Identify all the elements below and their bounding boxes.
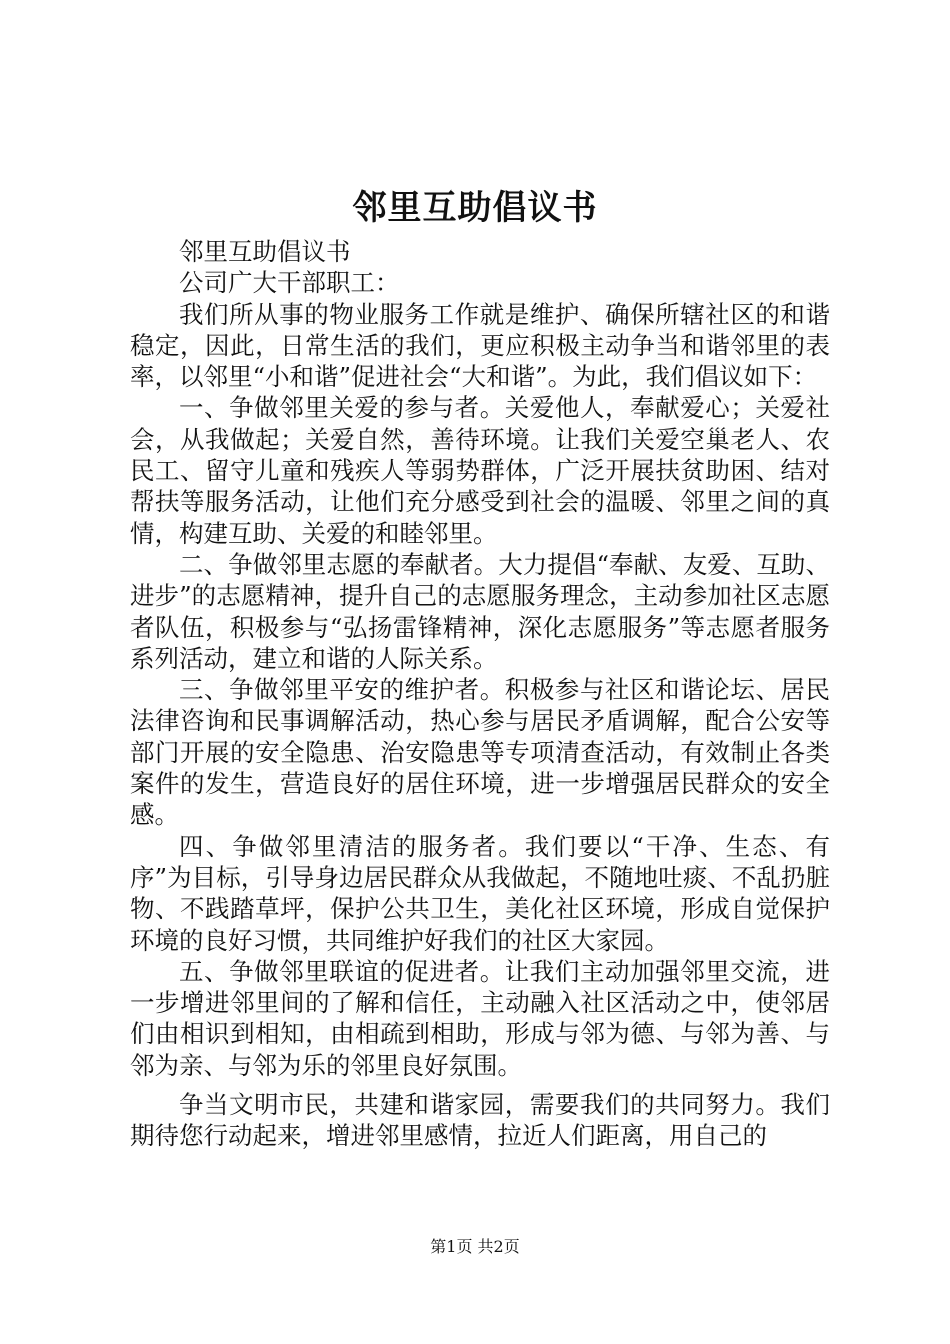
paragraph-item-4: 四、争做邻里清洁的服务者。我们要以“干净、生态、有序”为目标，引导身边居民群众从我做起，不随地吐痰、不乱扔脏物、不践踏草坪，保护公共卫生，美化社区环境，形成自觉保护环境的良好习惯，共同维护好我们的社区大家园。 [130, 831, 830, 955]
page-footer [0, 1236, 950, 1258]
document-title: 邻里互助倡议书 [352, 188, 598, 228]
page-indicator: 第1页 共2页 [430, 1237, 520, 1256]
paragraph-closing: 争当文明市民，共建和谐家园，需要我们的共同努力。我们期待您行动起来，增进邻里感情，拉近人们距离，用自己的 [130, 1090, 830, 1151]
paragraph-item-5: 五、争做邻里联谊的促进者。让我们主动加强邻里交流，进一步增进邻里间的了解和信任，主动融入社区活动之中，使邻居们由相识到相知，由相疏到相助，形成与邻为德、与邻为善、与邻为亲、与邻为乐的邻里良好氛围。 [130, 956, 830, 1080]
paragraph-item-3: 三、争做邻里平安的维护者。积极参与社区和谐论坛、居民法律咨询和民事调解活动，热心参与居民矛盾调解，配合公安等部门开展的安全隐患、治安隐患等专项清查活动，有效制止各类案件的发生，营造良好的居住环境，进一步增强居民群众的安全感。 [130, 675, 830, 830]
paragraph-salutation: 公司广大干部职工： [179, 268, 400, 298]
paragraph-subtitle: 邻里互助倡议书 [179, 237, 351, 266]
paragraph-item-1: 一、争做邻里关爱的参与者。关爱他人，奉献爱心；关爱社会，从我做起；关爱自然，善待环境。让我们关爱空巢老人、农民工、留守儿童和残疾人等弱势群体，广泛开展扶贫助困、结对帮扶等服务活动，让他们充分感受到社会的温暖、邻里之间的真情，构建互助、关爱的和睦邻里。 [130, 393, 830, 548]
paragraph-item-2: 二、争做邻里志愿的奉献者。大力提倡“奉献、友爱、互助、进步”的志愿精神，提升自己的志愿服务理念，主动参加社区志愿者队伍，积极参与“弘扬雷锋精神，深化志愿服务”等志愿者服务系列活动，建立和谐的人际关系。 [130, 549, 830, 673]
document-body [130, 236, 830, 1152]
paragraph-intro: 我们所从事的物业服务工作就是维护、确保所辖社区的和谐稳定，因此，日常生活的我们，更应积极主动争当和谐邻里的表率，以邻里“小和谐”促进社会“大和谐”。为此，我们倡议如下： [130, 299, 830, 392]
